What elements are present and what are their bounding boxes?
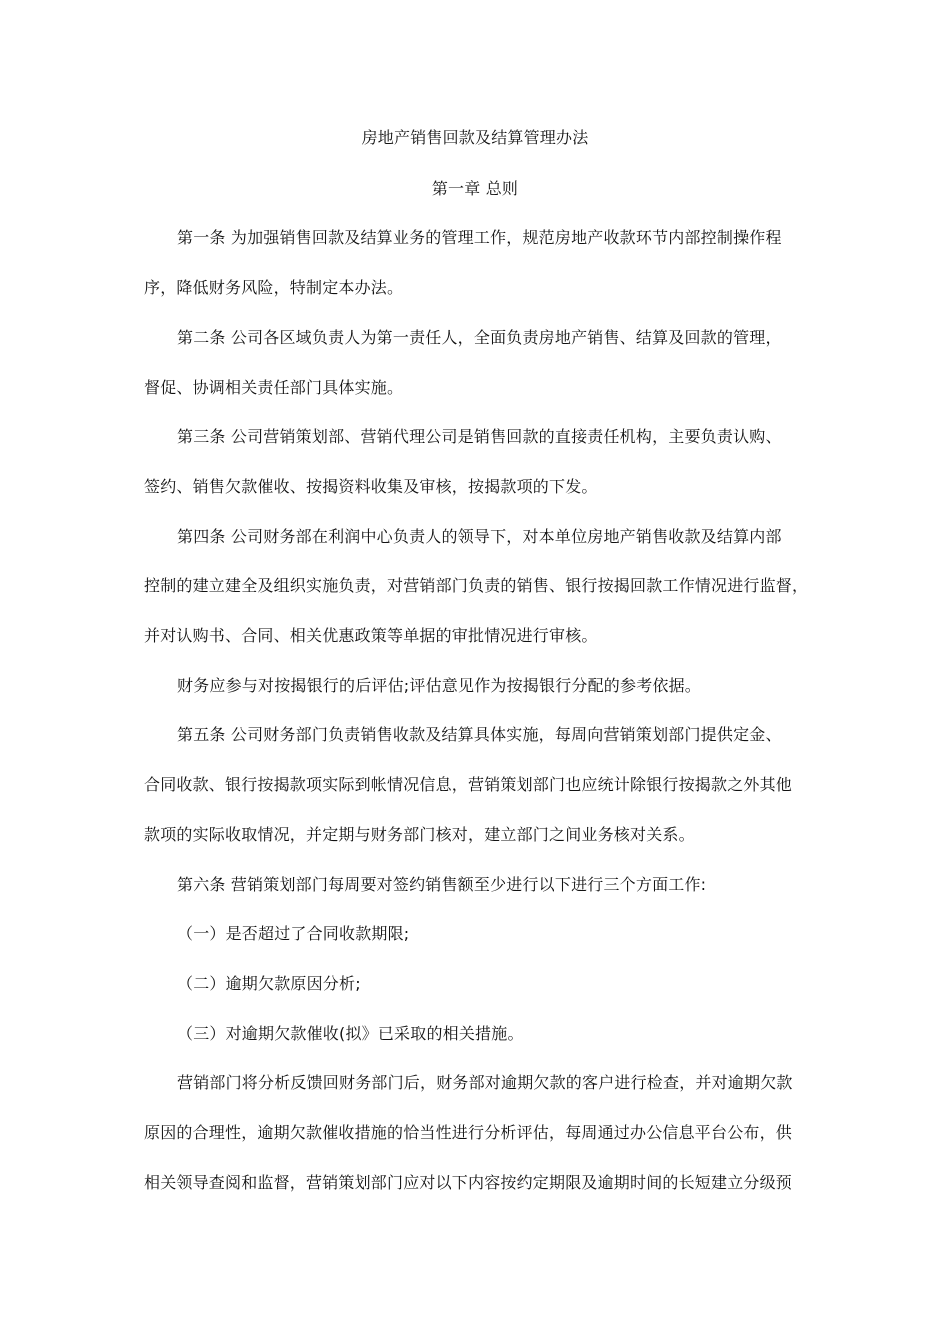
article-5-line-1: 第五条 公司财务部门负责销售收款及结算具体实施，每周向营销策划部门提供定金、 xyxy=(177,725,782,744)
document-title: 房地产销售回款及结算管理办法 xyxy=(361,128,589,147)
article-5-line-2: 合同收款、银行按揭款项实际到帐情况信息，营销策划部门也应统计除银行按揭款之外其他 xyxy=(144,775,793,794)
article-6-item-3: （三）对逾期欠款催收(拟》已采取的相关措施。 xyxy=(177,1024,524,1043)
article-4-line-2: 控制的建立建全及组织实施负责，对营销部门负责的销售、银行按揭回款工作情况进行监督， xyxy=(144,576,809,595)
review-paragraph-line-3: 相关领导查阅和监督，营销策划部门应对以下内容按约定期限及逾期时间的长短建立分级预 xyxy=(144,1173,793,1192)
article-6-line-1: 第六条 营销策划部门每周要对签约销售额至少进行以下进行三个方面工作: xyxy=(177,875,707,894)
article-1-line-2: 序，降低财务风险，特制定本办法。 xyxy=(144,278,404,297)
review-paragraph-line-2: 原因的合理性，逾期欠款催收措施的恰当性进行分析评估，每周通过办公信息平台公布，供 xyxy=(144,1123,793,1142)
chapter-heading: 第一章 总则 xyxy=(431,179,519,198)
article-1-line-1: 第一条 为加强销售回款及结算业务的管理工作，规范房地产收款环节内部控制操作程 xyxy=(177,228,782,247)
article-6-item-2: （二）逾期欠款原因分析; xyxy=(177,974,361,993)
article-3-line-2: 签约、销售欠款催收、按揭资料收集及审核，按揭款项的下发。 xyxy=(144,477,598,496)
finance-evaluation-line: 财务应参与对按揭银行的后评估;评估意见作为按揭银行分配的参考依据。 xyxy=(177,676,701,695)
article-3-line-1: 第三条 公司营销策划部、营销代理公司是销售回款的直接责任机构，主要负责认购、 xyxy=(177,427,782,446)
article-5-line-3: 款项的实际收取情况，并定期与财务部门核对，建立部门之间业务核对关系。 xyxy=(144,825,695,844)
article-6-item-1: （一）是否超过了合同收款期限; xyxy=(177,924,410,943)
article-4-line-3: 并对认购书、合同、相关优惠政策等单据的审批情况进行审核。 xyxy=(144,626,598,645)
article-4-line-1: 第四条 公司财务部在利润中心负责人的领导下，对本单位房地产销售收款及结算内部 xyxy=(177,527,782,546)
article-2-line-2: 督促、协调相关责任部门具体实施。 xyxy=(144,378,404,397)
review-paragraph-line-1: 营销部门将分析反馈回财务部门后，财务部对逾期欠款的客户进行检查，并对逾期欠款 xyxy=(177,1073,793,1092)
article-2-line-1: 第二条 公司各区域负责人为第一责任人，全面负责房地产销售、结算及回款的管理， xyxy=(177,328,782,347)
